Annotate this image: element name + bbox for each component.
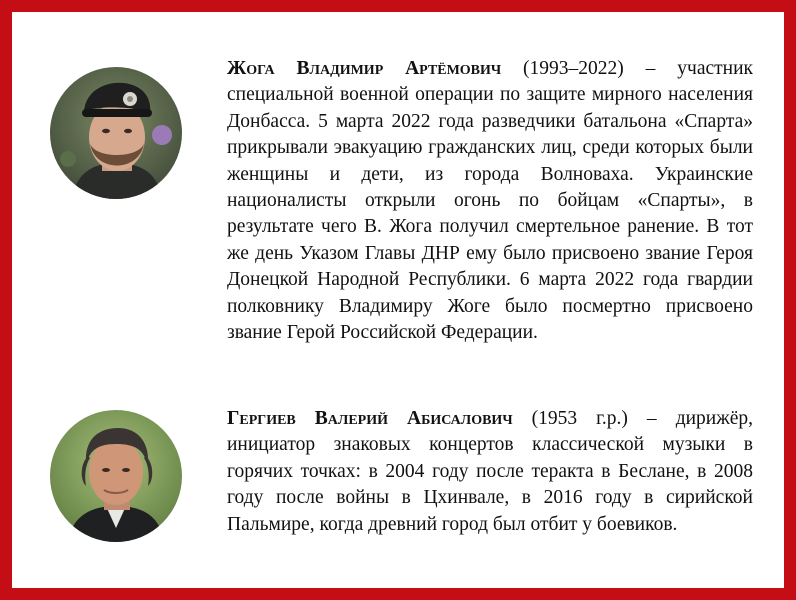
portrait-photo-gergiev <box>50 410 182 542</box>
person-name: Гергиев Валерий Абисалович <box>227 408 513 429</box>
person-name: Жога Владимир Артёмович <box>227 58 502 79</box>
bio-text-zhoga <box>227 56 753 346</box>
bio-text-gergiev <box>227 406 753 538</box>
bio-description: (1953 г.р.) – дирижёр, инициатор знаковых концертов классической музыки в горячих точках: в 2004 году после теракта в Беслане, в 2008 году после войны в Цхинвале, в 2016 году в сирийской Пальмире, когда древний город был отбит у боевиков. <box>227 408 753 535</box>
portrait-photo-zhoga <box>50 67 182 199</box>
bio-description: (1993–2022) – участник специальной военной операции по защите мирного населения Донбасса. 5 марта 2022 года разведчики батальона «Спарта» прикрывали эвакуацию гражданских лиц, среди которых были женщины и дети, из города Волноваха. Украинские националисты открыли огонь по бойцам «Спарты», в результате чего В. Жога получил смертельное ранение. В тот же день Указом Главы ДНР ему было присвоено звание Героя Донецкой Народной Республики. 6 марта 2022 года гвардии полковнику Владимиру Жоге было посмертно присвоено звание Герой Российской Федерации. <box>227 58 753 344</box>
